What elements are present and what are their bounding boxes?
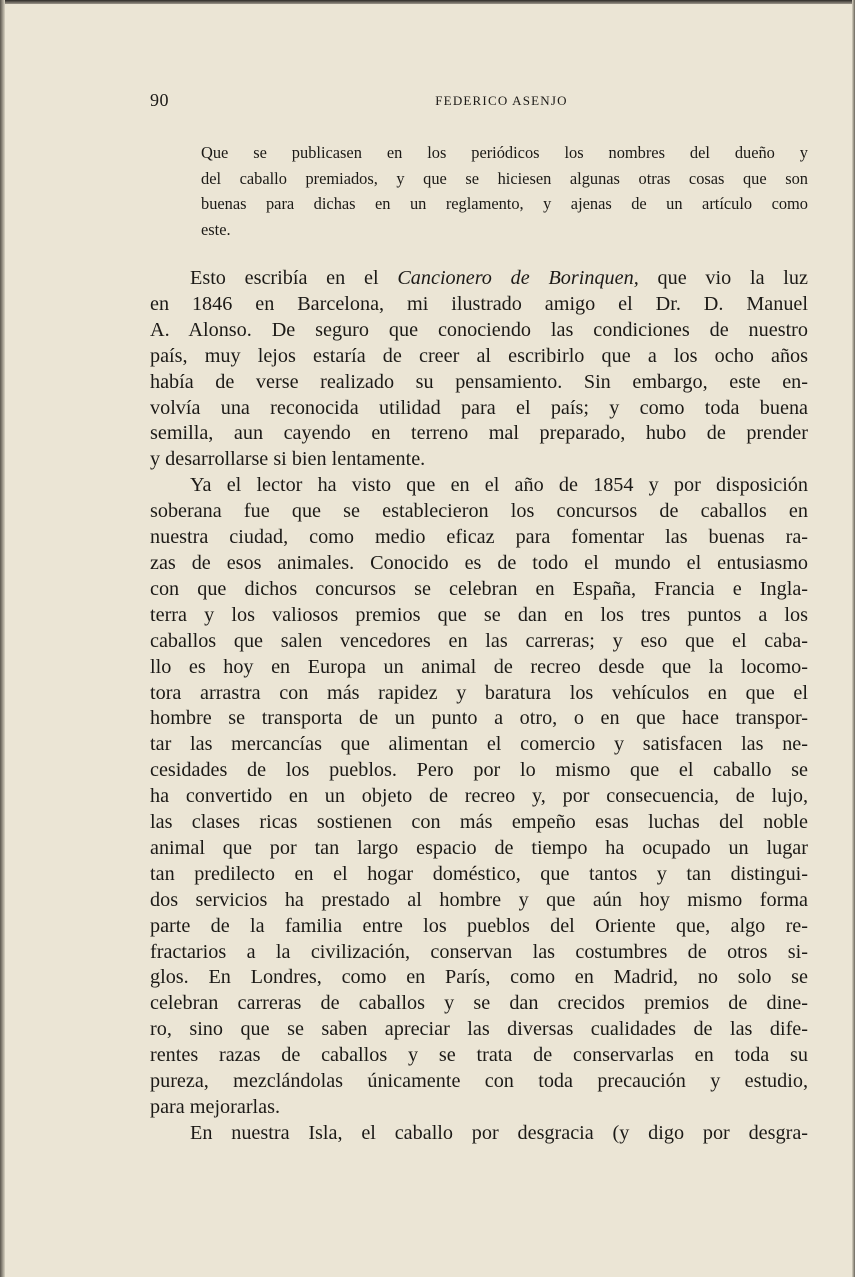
- block-quote: [201, 140, 808, 242]
- paragraph-2-line: zas de esos animales. Conocido es de todo el mundo el entusiasmo: [150, 551, 808, 574]
- paragraph-1-line: A. Alonso. De seguro que conociendo las condiciones de nuestro: [150, 318, 808, 341]
- paragraph-2-line: para mejorarlas.: [150, 1096, 281, 1118]
- page-top-edge: [0, 0, 855, 4]
- paragraph-2-line: hombre se transporta de un punto a otro, o en que hace transpor-: [150, 707, 808, 730]
- quote-line: del caballo premiados, y que se hiciesen algunas otras cosas que son: [201, 168, 808, 188]
- running-head: FEDERICO ASENJO: [435, 93, 568, 108]
- paragraph-2-line: tar las mercancías que alimentan el comercio y satisfacen las ne-: [150, 733, 808, 756]
- paragraph-2-line: con que dichos concursos se celebran en España, Francia e Ingla-: [150, 577, 808, 600]
- paragraph-2-line: cesidades de los pueblos. Pero por lo mismo que el caballo se: [150, 759, 808, 782]
- paragraph-1-line: semilla, aun cayendo en terreno mal preparado, hubo de prender: [150, 422, 808, 445]
- paragraph-2-line: caballos que salen vencedores en las carreras; y eso que el caba-: [150, 629, 808, 652]
- paragraph-2-line: pureza, mezclándolas únicamente con toda precaución y estudio,: [150, 1070, 808, 1093]
- page-header: [150, 90, 808, 114]
- paragraph-1-line: volvía una reconocida utilidad para el país; y como toda buena: [150, 396, 808, 419]
- paragraph-2-line: terra y los valiosos premios que se dan en los tres puntos a los: [150, 603, 808, 626]
- paragraph-1-line: país, muy lejos estaría de creer al escribirlo que a los ocho años: [150, 344, 808, 367]
- paragraph-2-line: glos. En Londres, como en París, como en Madrid, no solo se: [150, 966, 808, 989]
- text-run: Esto escribía en el: [190, 267, 398, 289]
- body-text: [150, 266, 808, 1147]
- paragraph-3-line: En nuestra Isla, el caballo por desgracia (y digo por desgra-: [190, 1121, 808, 1144]
- quote-line: Que se publicasen en los periódicos los nombres del dueño y: [201, 143, 808, 162]
- paragraph-2-line: tan predilecto en el hogar doméstico, que tantos y tan distingui-: [150, 862, 808, 885]
- paragraph-2-line: fractarios a la civilización, conservan las costumbres de otros si-: [150, 940, 808, 963]
- paragraph-2-line: animal que por tan largo espacio de tiempo ha ocupado un lugar: [150, 836, 808, 859]
- paragraph-1-line: [150, 266, 808, 292]
- book-title: Cancionero de Borinquen,: [397, 267, 639, 289]
- paragraph-2-line: parte de la familia entre los pueblos del Oriente que, algo re-: [150, 914, 808, 937]
- paragraph-2-line: ro, sino que se saben apreciar las diversas cualidades de las dife-: [150, 1018, 808, 1041]
- paragraph-1-line: en 1846 en Barcelona, mi ilustrado amigo el Dr. D. Manuel: [150, 292, 808, 315]
- page-number: 90: [150, 90, 169, 110]
- paragraph-1-line: y desarrollarse si bien lentamente.: [150, 448, 426, 471]
- paragraph-2-line: ha convertido en un objeto de recreo y, por consecuencia, de lujo,: [150, 785, 808, 808]
- paragraph-2-line: dos servicios ha prestado al hombre y que aún hoy mismo forma: [150, 888, 808, 911]
- paragraph-2-line: celebran carreras de caballos y se dan crecidos premios de dine-: [150, 992, 808, 1015]
- paragraph-2-line: las clases ricas sostienen con más empeño esas luchas del noble: [150, 811, 808, 834]
- quote-line: buenas para dichas en un reglamento, y ajenas de un artículo como: [201, 194, 808, 213]
- paragraph-2-line: rentes razas de caballos y se trata de conservarlas en toda su: [150, 1044, 808, 1067]
- paragraph-2-line: nuestra ciudad, como medio eficaz para fomentar las buenas ra-: [150, 526, 808, 549]
- page-left-edge: [0, 0, 5, 1277]
- paragraph-2-line: llo es hoy en Europa un animal de recreo desde que la locomo-: [150, 655, 808, 678]
- paragraph-2-line: Ya el lector ha visto que en el año de 1854 y por disposición: [190, 474, 808, 497]
- paragraph-2-line: tora arrastra con más rapidez y baratura los vehículos en que el: [150, 681, 808, 704]
- text-run: que vio la luz: [638, 267, 808, 289]
- paragraph-1-line: había de verse realizado su pensamiento. Sin embargo, este en-: [150, 370, 808, 393]
- quote-line: este.: [201, 219, 231, 239]
- paragraph-2-line: soberana fue que se establecieron los concursos de caballos en: [150, 500, 808, 523]
